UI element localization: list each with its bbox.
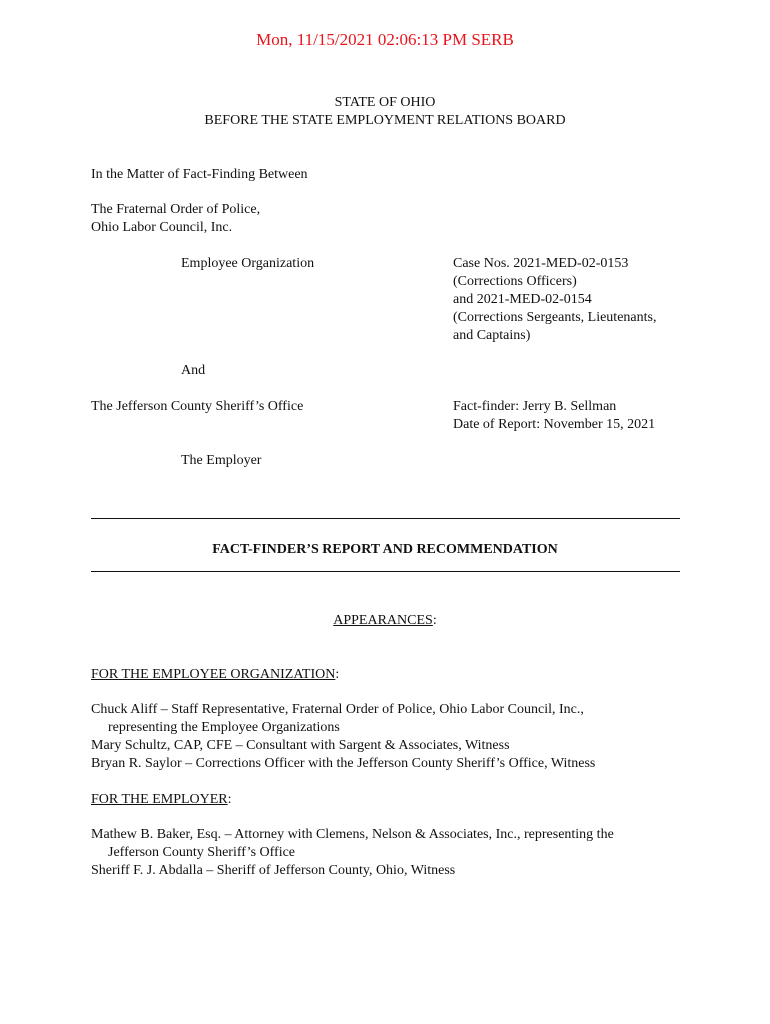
employer-colon: : [227, 792, 232, 807]
appearances-heading [0, 612, 770, 630]
union-role: Employee Organization [181, 256, 315, 271]
header-state: STATE OF OHIO [334, 95, 436, 110]
case-line-4: (Corrections Sergeants, Lieutenants, [453, 310, 657, 325]
report-title: FACT-FINDER’S REPORT AND RECOMMENDATION [212, 542, 558, 557]
case-line-5: and Captains) [453, 328, 531, 343]
title-rule-top [91, 518, 680, 519]
employer-role: The Employer [181, 453, 262, 468]
serb-timestamp-stamp: Mon, 11/15/2021 02:06:13 PM SERB [256, 30, 514, 49]
appearances-colon: : [432, 613, 437, 628]
employee-org-colon: : [335, 667, 340, 682]
appearance-line: Mathew B. Baker, Esq. – Attorney with Clemens, Nelson & Associates, Inc., representing the [91, 827, 614, 842]
factfinder-name: Fact-finder: Jerry B. Sellman [453, 399, 617, 414]
employer-name: The Jefferson County Sheriff’s Office [91, 399, 304, 414]
union-name-line1: The Fraternal Order of Police, [91, 202, 261, 217]
matter-intro: In the Matter of Fact-Finding Between [91, 167, 308, 182]
appearance-line: Bryan R. Saylor – Corrections Officer with the Jefferson County Sheriff’s Office, Witness [91, 756, 596, 771]
appearances-heading-text: APPEARANCES [333, 613, 433, 628]
appearance-line: Mary Schultz, CAP, CFE – Consultant with Sargent & Associates, Witness [91, 738, 510, 753]
case-line-2: (Corrections Officers) [453, 274, 577, 289]
appearance-line: Sheriff F. J. Abdalla – Sheriff of Jefferson County, Ohio, Witness [91, 863, 456, 878]
case-line-1: Case Nos. 2021-MED-02-0153 [453, 256, 629, 271]
header-board: BEFORE THE STATE EMPLOYMENT RELATIONS BOARD [204, 113, 566, 128]
title-rule-bottom [91, 571, 680, 572]
case-line-3: and 2021-MED-02-0154 [453, 292, 592, 307]
appearance-line: Jefferson County Sheriff’s Office [108, 845, 296, 860]
union-name-line2: Ohio Labor Council, Inc. [91, 220, 233, 235]
appearance-line: Chuck Aliff – Staff Representative, Fraternal Order of Police, Ohio Labor Council, Inc., [91, 702, 584, 717]
appearance-line: representing the Employee Organizations [108, 720, 340, 735]
and-connector: And [181, 363, 206, 378]
employer-heading-text: FOR THE EMPLOYER [91, 792, 228, 807]
employer-heading [91, 791, 232, 809]
report-date: Date of Report: November 15, 2021 [453, 417, 656, 432]
employee-org-heading-text: FOR THE EMPLOYEE ORGANIZATION [91, 667, 336, 682]
employee-org-heading [91, 666, 339, 684]
